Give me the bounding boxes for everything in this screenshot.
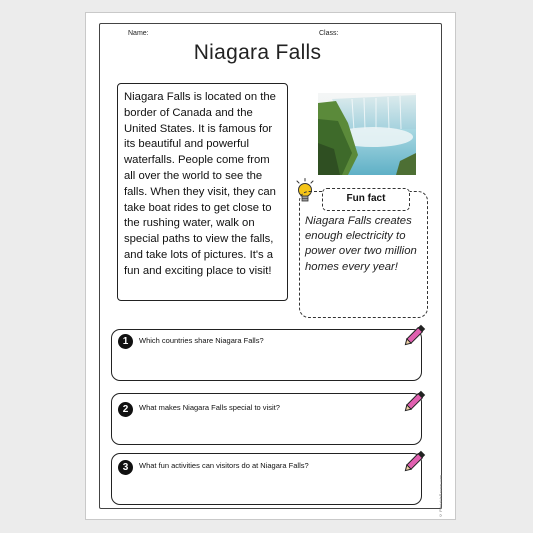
copyright-watermark: © PrintableBazaar.com xyxy=(438,474,443,518)
question-1-text: Which countries share Niagara Falls? xyxy=(139,336,264,345)
pencil-icon xyxy=(403,447,429,473)
story-box: Niagara Falls is located on the border of Canada and the United States. It is famous for its beautiful and powerful waterfalls. People come from all over the world to see the falls. When they visit, they can take boat rides to get close to the rushing water, walk on special paths to view the falls, and take lots of pictures. It's a fun and exciting place to visit! xyxy=(117,83,288,301)
fun-fact-text: Niagara Falls creates enough electricity to power over two million homes every year! xyxy=(305,215,417,273)
question-3-text: What fun activities can visitors do at Niagara Falls? xyxy=(139,461,309,470)
question-3-number: 3 xyxy=(118,460,133,475)
fun-fact-heading: Fun fact xyxy=(322,188,410,211)
pencil-icon xyxy=(403,387,429,413)
page-title: Niagara Falls xyxy=(193,41,322,64)
question-2-number: 2 xyxy=(118,402,133,417)
question-2-answer-box[interactable] xyxy=(111,393,422,445)
question-1-number: 1 xyxy=(118,334,133,349)
waterfall-image xyxy=(318,93,416,175)
question-2-text: What makes Niagara Falls special to visit? xyxy=(139,403,280,412)
worksheet-page xyxy=(85,12,456,520)
class-label: Class: xyxy=(319,30,339,37)
pencil-icon xyxy=(403,321,429,347)
name-label: Name: xyxy=(128,30,149,37)
